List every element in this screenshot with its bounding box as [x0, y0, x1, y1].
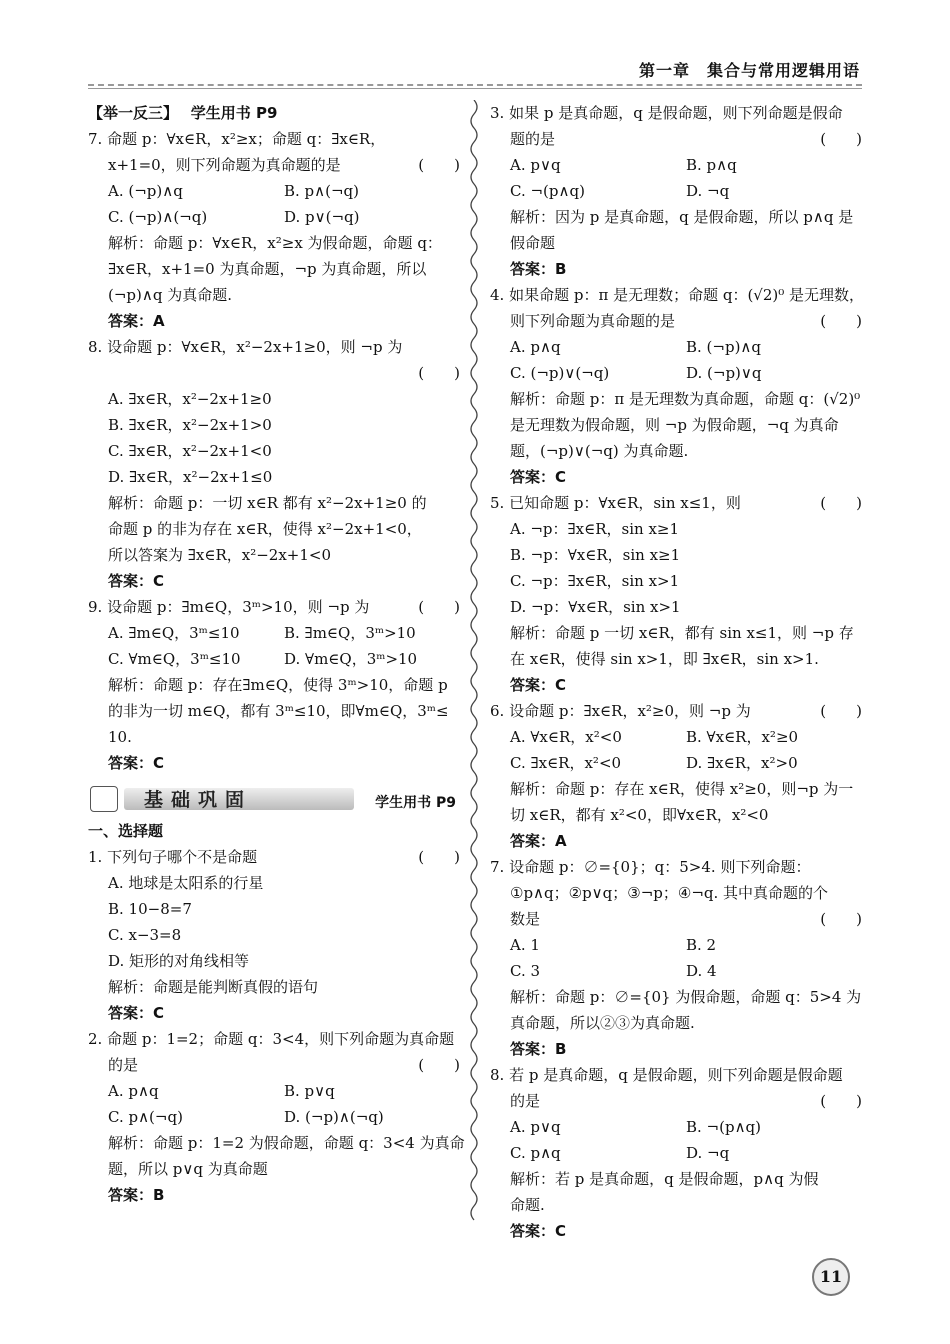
indented-line	[490, 308, 862, 334]
question-line	[88, 594, 460, 620]
answer-blank: ( )	[418, 598, 460, 616]
option-right: D. ∃x∈R，x²>0	[686, 754, 798, 772]
line-text: 解析：命题 p：∅={0} 为假命题，命题 q：5>4 为	[510, 988, 862, 1006]
option-left: A. 1	[510, 936, 540, 954]
option-left: C. p∧(¬q)	[108, 1108, 183, 1126]
answer-blank: ( )	[820, 130, 862, 148]
option-row	[88, 204, 460, 230]
answer-blank: ( )	[418, 1056, 460, 1074]
analysis-line	[88, 974, 460, 1000]
option-right: B. p∧q	[686, 156, 737, 174]
line-text: D. 矩形的对角线相等	[108, 952, 250, 970]
option-row	[490, 178, 862, 204]
indented-line	[88, 464, 460, 490]
line-text: 8. 若 p 是真命题，q 是假命题，则下列命题是假命题	[490, 1066, 843, 1084]
analysis-line	[88, 672, 460, 698]
line-text: 7. 命题 p：∀x∈R，x²≥x；命题 q：∃x∈R，	[88, 130, 386, 148]
option-row	[88, 646, 460, 672]
line-text: (¬p)∧q 为真命题.	[108, 286, 232, 304]
line-text: 命题.	[510, 1196, 545, 1214]
indented-line	[490, 802, 862, 828]
answer-blank: ( )	[820, 1092, 862, 1110]
book-icon	[90, 786, 118, 812]
line-text: 切 x∈R，都有 x²<0，即∀x∈R，x²<0	[510, 806, 769, 824]
option-row	[490, 932, 862, 958]
analysis-line	[490, 386, 862, 412]
line-text: 7. 设命题 p：∅={0}；q：5>4. 则下列命题：	[490, 858, 811, 876]
line-text: 答案：C	[510, 676, 567, 694]
indented-line	[88, 698, 460, 724]
option-left: C. (¬p)∧(¬q)	[108, 208, 208, 226]
indented-line	[88, 724, 460, 750]
option-right: D. ¬q	[686, 182, 730, 200]
line-text: 是无理数为假命题，则 ¬p 为假命题，¬q 为真命	[510, 416, 839, 434]
line-text: 在 x∈R，使得 sin x>1，即 ∃x∈R，sin x>1.	[510, 650, 819, 668]
indented-line	[88, 438, 460, 464]
line-text: 题，(¬p)∨(¬q) 为真命题.	[510, 442, 689, 460]
line-text: 则下列命题为真命题的是	[510, 312, 676, 330]
answer-line	[88, 750, 460, 776]
line-text: 所以答案为 ∃x∈R，x²−2x+1<0	[108, 546, 332, 564]
option-right: D. 4	[686, 962, 717, 980]
option-left: A. p∧q	[510, 338, 561, 356]
option-right: B. (¬p)∧q	[686, 338, 762, 356]
indented-line	[490, 542, 862, 568]
indented-line	[88, 1156, 460, 1182]
option-right: B. ∃m∈Q，3ᵐ>10	[284, 624, 416, 642]
page-number: 11	[812, 1258, 850, 1296]
indented-line	[490, 646, 862, 672]
answer-line	[490, 1036, 862, 1062]
chapter-title: 第一章 集合与常用逻辑用语	[638, 61, 860, 80]
line-text: 答案：B	[510, 1040, 567, 1058]
line-text: 8. 设命题 p：∀x∈R，x²−2x+1≥0，则 ¬p 为	[88, 338, 403, 356]
option-left: C. (¬p)∨(¬q)	[510, 364, 610, 382]
banner-title: 基础巩固	[144, 789, 253, 811]
indented-line	[88, 922, 460, 948]
right-column	[490, 100, 865, 1244]
line-text: D. ¬p：∀x∈R，sin x>1	[510, 598, 681, 616]
answer-blank: ( )	[418, 848, 460, 866]
option-right: D. ∀m∈Q，3ᵐ>10	[284, 650, 418, 668]
answer-line	[88, 1000, 460, 1026]
indented-line	[490, 1192, 862, 1218]
left-column	[88, 100, 465, 1208]
line-text: 5. 已知命题 p：∀x∈R，sin x≤1，则	[490, 494, 741, 512]
header-dashed-rule	[88, 84, 862, 86]
option-right: B. ¬(p∧q)	[686, 1118, 762, 1136]
indented-line	[88, 386, 460, 412]
line-text: C. ∃x∈R，x²−2x+1<0	[108, 442, 272, 460]
indented-line	[490, 594, 862, 620]
indented-line	[88, 948, 460, 974]
answer-line	[88, 1182, 460, 1208]
indented-line	[88, 542, 460, 568]
question-line	[88, 126, 460, 152]
answer-line	[88, 568, 460, 594]
indented-line	[88, 516, 460, 542]
page-header	[88, 54, 862, 88]
indented-line	[490, 1010, 862, 1036]
analysis-line	[88, 490, 460, 516]
line-text: 一、选择题	[88, 822, 164, 840]
option-row	[490, 1140, 862, 1166]
indented-line	[490, 516, 862, 542]
option-left: A. p∨q	[510, 1118, 561, 1136]
header-rule	[88, 88, 862, 89]
option-right: B. 2	[686, 936, 717, 954]
indented-line	[88, 412, 460, 438]
option-left: A. (¬p)∧q	[108, 182, 183, 200]
answer-blank: ( )	[820, 494, 862, 512]
question-line	[490, 1062, 862, 1088]
answer-blank: ( )	[820, 910, 862, 928]
option-right: B. ∀x∈R，x²≥0	[686, 728, 799, 746]
line-text: 3. 如果 p 是真命题，q 是假命题，则下列命题是假命	[490, 104, 843, 122]
line-text: 答案：C	[108, 754, 165, 772]
line-text: 真命题，所以②③为真命题.	[510, 1014, 695, 1032]
answer-blank: ( )	[418, 156, 460, 174]
line-text: C. x−3=8	[108, 926, 182, 944]
option-left: C. ∃x∈R，x²<0	[510, 754, 622, 772]
line-text: C. ¬p：∃x∈R，sin x>1	[510, 572, 680, 590]
question-line	[490, 854, 862, 880]
line-text: A. 地球是太阳系的行星	[108, 874, 264, 892]
line-text: 解析：命题 p：∀x∈R，x²≥x 为假命题，命题 q：	[108, 234, 442, 252]
indented-line	[88, 152, 460, 178]
option-row	[490, 724, 862, 750]
line-text: 解析：命题 p：存在∃m∈Q，使得 3ᵐ>10，命题 p	[108, 676, 448, 694]
line-text: 答案：C	[108, 1004, 165, 1022]
line-text: 题的是	[510, 130, 556, 148]
option-left: C. ¬(p∧q)	[510, 182, 585, 200]
line-text: 解析：命题 p 一切 x∈R，都有 sin x≤1，则 ¬p 存	[510, 624, 854, 642]
line-text: 6. 设命题 p：∃x∈R，x²≥0，则 ¬p 为	[490, 702, 751, 720]
analysis-line	[490, 204, 862, 230]
line-text: 4. 如果命题 p：π 是无理数；命题 q：(√2)⁰ 是无理数，	[490, 286, 865, 304]
line-text: ∃x∈R，x+1=0 为真命题，¬p 为真命题，所以	[108, 260, 427, 278]
analysis-line	[490, 620, 862, 646]
line-text: 答案：B	[510, 260, 567, 278]
question-line	[88, 334, 460, 360]
line-text: 答案：C	[510, 468, 567, 486]
line-text: 的非为一切 m∈Q，都有 3ᵐ≤10，即∀m∈Q，3ᵐ≤	[108, 702, 449, 720]
section-banner	[88, 782, 460, 818]
question-line	[490, 698, 862, 724]
indented-line	[490, 568, 862, 594]
indented-line	[490, 880, 862, 906]
answer-line	[490, 672, 862, 698]
option-row	[88, 1078, 460, 1104]
line-text: 答案：C	[510, 1222, 567, 1240]
option-row	[490, 750, 862, 776]
banner-reference: 学生用书 P9	[375, 795, 456, 811]
answer-blank: ( )	[820, 702, 862, 720]
line-text: A. ∃x∈R，x²−2x+1≥0	[108, 390, 272, 408]
option-left: A. p∨q	[510, 156, 561, 174]
indented-line	[88, 360, 460, 386]
question-line	[490, 490, 862, 516]
option-row	[490, 1114, 862, 1140]
indented-line	[88, 256, 460, 282]
question-line	[490, 100, 862, 126]
line-text: 的是	[510, 1092, 541, 1110]
line-text: 2. 命题 p：1=2；命题 q：3<4，则下列命题为真命题	[88, 1030, 455, 1048]
question-line	[88, 1026, 460, 1052]
line-text: 【举一反三】 学生用书 P9	[88, 104, 278, 122]
answer-line	[88, 308, 460, 334]
line-text: 数是	[510, 910, 541, 928]
analysis-line	[88, 1130, 465, 1156]
line-text: 解析：命题 p：1=2 为假命题，命题 q：3<4 为真命	[108, 1134, 465, 1152]
line-text: B. 10−8=7	[108, 900, 192, 918]
option-right: D. (¬p)∧(¬q)	[284, 1108, 384, 1126]
line-text: 答案：C	[108, 572, 165, 590]
line-text: 1. 下列句子哪个不是命题	[88, 848, 258, 866]
line-text: 解析：命题 p：π 是无理数为真命题，命题 q：(√2)⁰	[510, 390, 861, 408]
option-row	[490, 334, 862, 360]
question-line	[88, 844, 460, 870]
option-right: B. p∨q	[284, 1082, 335, 1100]
indented-line	[490, 1088, 862, 1114]
line-text: 答案：A	[108, 312, 165, 330]
line-text: 题，所以 p∨q 为真命题	[108, 1160, 268, 1178]
answer-line	[490, 828, 862, 854]
option-right: B. p∧(¬q)	[284, 182, 360, 200]
indented-line	[490, 230, 862, 256]
answer-blank: ( )	[820, 312, 862, 330]
line-text: 答案：A	[510, 832, 567, 850]
indented-line	[490, 126, 862, 152]
line-text: 解析：因为 p 是真命题，q 是假命题，所以 p∧q 是	[510, 208, 854, 226]
answer-blank: ( )	[418, 364, 460, 382]
option-row	[490, 360, 862, 386]
section-heading	[88, 818, 460, 844]
option-left: A. ∀x∈R，x²<0	[510, 728, 622, 746]
option-row	[88, 620, 460, 646]
line-text: ①p∧q；②p∨q；③¬p；④¬q. 其中真命题的个	[510, 884, 829, 902]
section-heading	[88, 100, 460, 126]
line-text: 解析：若 p 是真命题，q 是假命题，p∧q 为假	[510, 1170, 819, 1188]
option-left: C. 3	[510, 962, 541, 980]
analysis-line	[88, 230, 460, 256]
analysis-line	[490, 1166, 862, 1192]
answer-line	[490, 464, 862, 490]
option-left: C. p∧q	[510, 1144, 561, 1162]
wavy-divider-line	[471, 100, 477, 1220]
option-right: D. (¬p)∨q	[686, 364, 762, 382]
line-text: 答案：B	[108, 1186, 165, 1204]
analysis-line	[490, 984, 862, 1010]
option-right: D. p∨(¬q)	[284, 208, 360, 226]
line-text: 命题 p 的非为存在 x∈R，使得 x²−2x+1<0，	[108, 520, 422, 538]
indented-line	[88, 1052, 460, 1078]
option-row	[88, 178, 460, 204]
option-right: D. ¬q	[686, 1144, 730, 1162]
line-text: 解析：命题 p：存在 x∈R，使得 x²≥0，则¬p 为一	[510, 780, 854, 798]
indented-line	[490, 438, 862, 464]
line-text: B. ∃x∈R，x²−2x+1>0	[108, 416, 272, 434]
question-line	[490, 282, 865, 308]
indented-line	[490, 906, 862, 932]
line-text: 解析：命题 p：一切 x∈R 都有 x²−2x+1≥0 的	[108, 494, 427, 512]
line-text: 9. 设命题 p：∃m∈Q，3ᵐ>10，则 ¬p 为	[88, 598, 370, 616]
line-text: 10.	[108, 728, 132, 746]
option-row	[88, 1104, 460, 1130]
option-left: A. p∧q	[108, 1082, 159, 1100]
answer-line	[490, 1218, 862, 1244]
line-text: 假命题	[510, 234, 556, 252]
analysis-line	[490, 776, 862, 802]
line-text: D. ∃x∈R，x²−2x+1≤0	[108, 468, 273, 486]
line-text: B. ¬p：∀x∈R，sin x≥1	[510, 546, 681, 564]
indented-line	[490, 412, 862, 438]
option-left: C. ∀m∈Q，3ᵐ≤10	[108, 650, 241, 668]
line-text: x+1=0，则下列命题为真命题的是	[108, 156, 341, 174]
line-text: 的是	[108, 1056, 139, 1074]
indented-line	[88, 870, 460, 896]
column-divider	[465, 100, 483, 1230]
option-left: A. ∃m∈Q，3ᵐ≤10	[108, 624, 240, 642]
option-row	[490, 152, 862, 178]
answer-line	[490, 256, 862, 282]
option-row	[490, 958, 862, 984]
line-text: A. ¬p：∃x∈R，sin x≥1	[510, 520, 680, 538]
line-text: 解析：命题是能判断真假的语句	[108, 978, 319, 996]
indented-line	[88, 282, 460, 308]
indented-line	[88, 896, 460, 922]
